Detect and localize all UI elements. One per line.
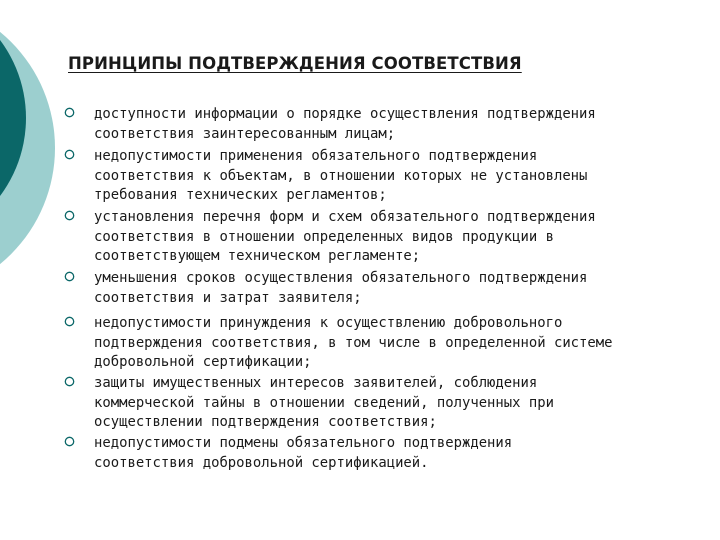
list-item-text: недопустимости принуждения к осуществлению добровольного подтверждения соответствия, в том числе в определенной системе добровольной сертификации;: [94, 315, 613, 370]
ring-bullet-icon: [64, 107, 75, 118]
list-item-text: уменьшения сроков осуществления обязательного подтверждения соответствия и затрат заявителя;: [94, 270, 588, 306]
list-item-text: защиты имущественных интересов заявителей, соблюдения коммерческой тайны в отношении сведений, полученных при осуществлении подтверждения соответствия;: [94, 375, 554, 430]
list-item-text: недопустимости подмены обязательного подтверждения соответствия добровольной сертификацией.: [94, 435, 513, 471]
slide-title: ПРИНЦИПЫ ПОДТВЕРЖДЕНИЯ СООТВЕТСТВИЯ: [68, 54, 522, 73]
ring-bullet-icon: [64, 149, 75, 160]
ring-bullet-icon: [64, 376, 75, 387]
ring-bullet-icon: [64, 436, 75, 447]
list-item-text: доступности информации о порядке осуществления подтверждения соответствия заинтересованным лицам;: [94, 106, 596, 142]
list-item-text: недопустимости применения обязательного подтверждения соответствия к объектам, в отношении которых не установлены требования технических регламентов;: [94, 148, 588, 203]
list-item-text: установления перечня форм и схем обязательного подтверждения соответствия в отношении определенных видов продукции в соответствующем техническом регламенте;: [94, 209, 596, 264]
ring-bullet-icon: [64, 271, 75, 282]
ring-bullet-icon: [64, 316, 75, 327]
decorative-circles: [0, 0, 60, 290]
ring-bullet-icon: [64, 210, 75, 221]
